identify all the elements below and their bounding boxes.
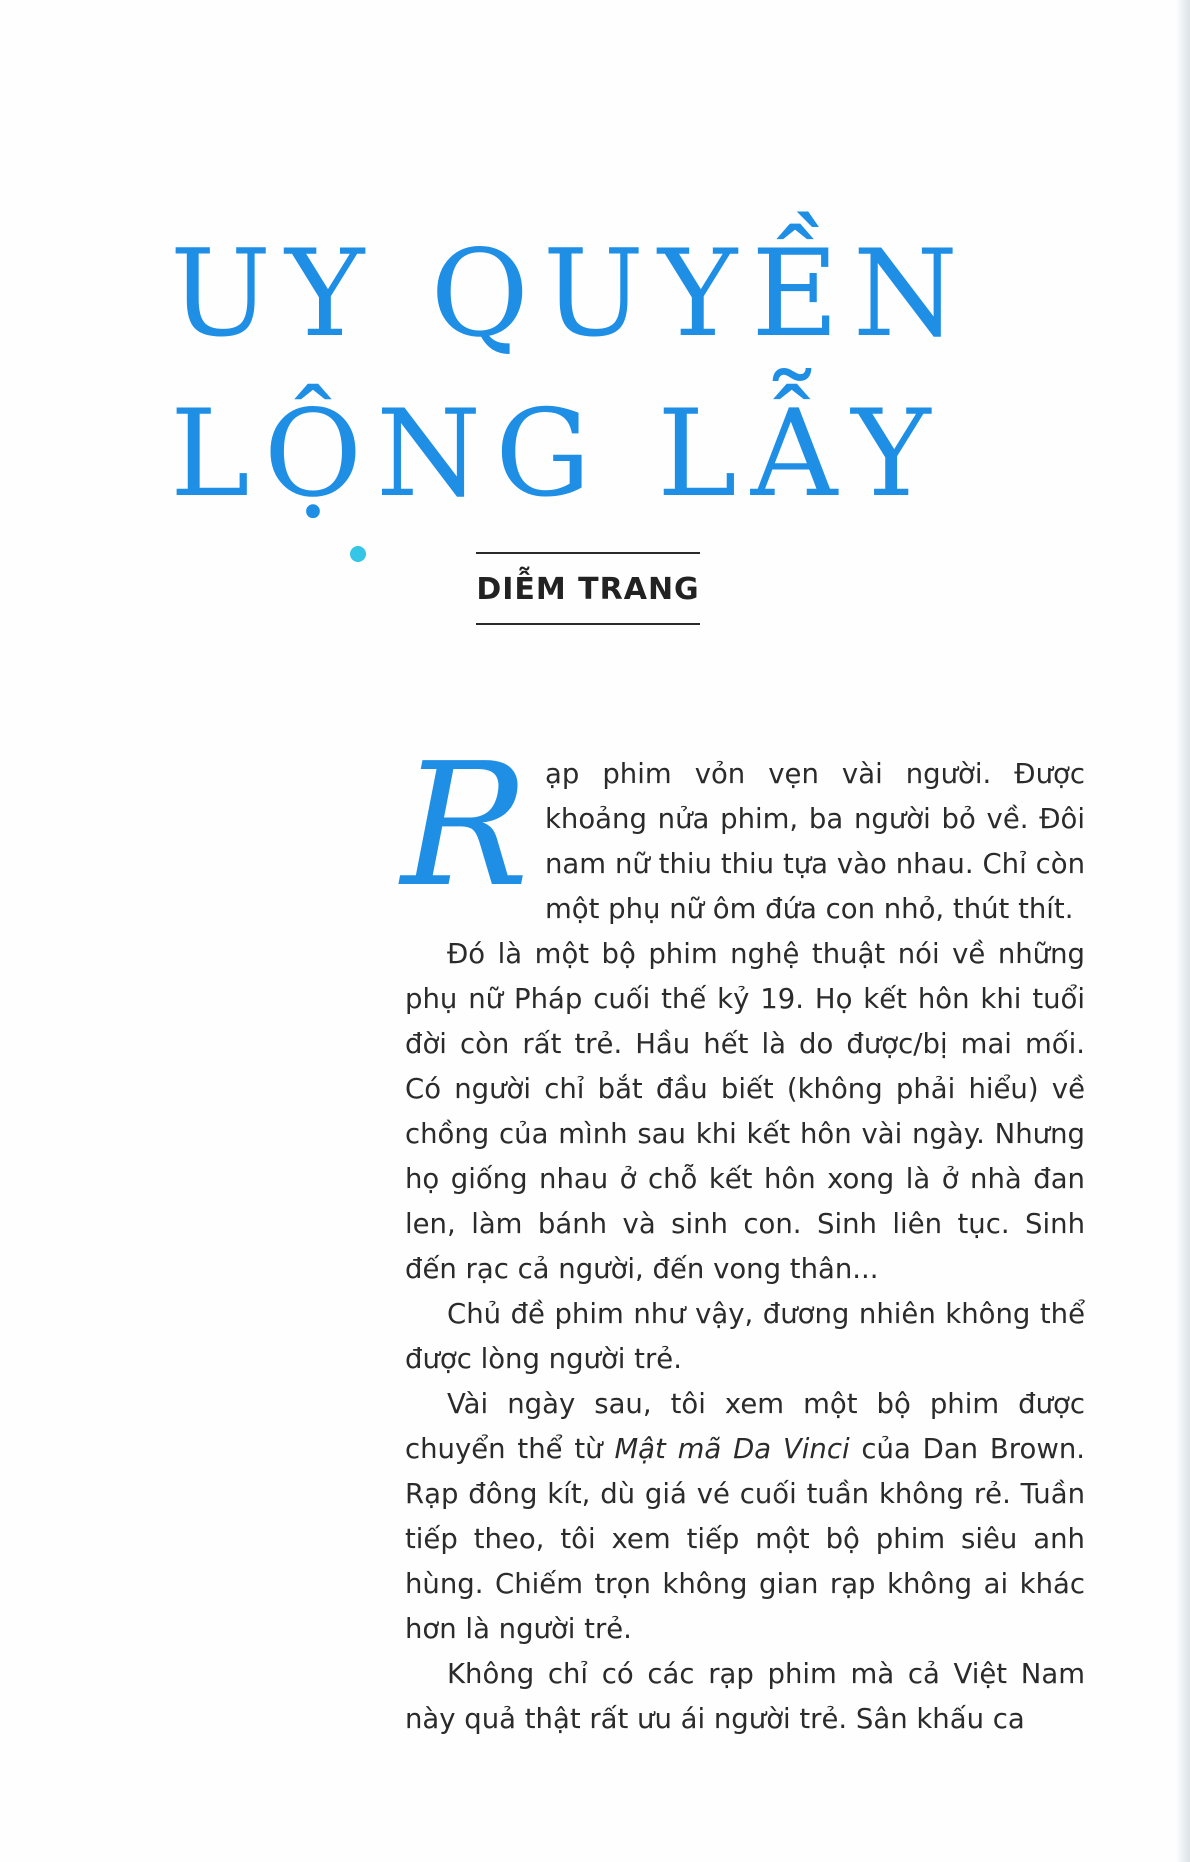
paragraph-1 [401,727,1085,932]
article-body [401,727,1085,1742]
paragraph-4-text-a: Vài ngày sau, tôi xem một bộ phim được chuyển thể từ [405,1388,1085,1465]
author-name: DIỄM TRANG [476,572,700,607]
paragraph-4 [405,1382,1085,1652]
page-edge-shadow [1176,0,1190,1862]
paragraph-1-text: ạp phim vỏn vẹn vài người. Được khoảng nửa phim, ba người bỏ về. Đôi nam nữ thiu thiu tựa vào nhau. Chỉ còn một phụ nữ ôm đứa con nhỏ, thút thít. [545,758,1085,925]
drop-cap: R [401,727,529,925]
book-title-italic: Mật mã Da Vinci [614,1433,850,1465]
author-rule-bottom [476,623,700,625]
paragraph-5: Không chỉ có các rạp phim mà cả Việt Nam này quả thật rất ưu ái người trẻ. Sân khấu ca [405,1658,1085,1735]
paragraph-2: Đó là một bộ phim nghệ thuật nói về những phụ nữ Pháp cuối thế kỷ 19. Họ kết hôn khi tuổi đời còn rất trẻ. Hầu hết là do được/bị mai mối. Có người chỉ bắt đầu biết (không phải hiểu) về chồng của mình sau khi kết hôn vài ngày. Nhưng họ giống nhau ở chỗ kết hôn xong là ở nhà đan len, làm bánh và sinh con. Sinh liên tục. Sinh đến rạc cả người, đến vong thân... [405,938,1085,1285]
title-line-2: LỘNG LẪY [170,385,945,524]
paragraph-4-text-b: của Dan Brown. Rạp đông kít, dù giá vé cuối tuần không rẻ. Tuần tiếp theo, tôi xem tiếp một bộ phim siêu anh hùng. Chiếm trọn không gian rạp không ai khác hơn là người trẻ. [405,1433,1085,1645]
title-line-1: UY QUYỀN [170,225,972,364]
paragraph-3: Chủ đề phim như vậy, đương nhiên không thể được lòng người trẻ. [405,1298,1085,1375]
author-rule-top [476,552,700,554]
title-decorative-dot [350,546,366,562]
author-block [476,552,700,625]
